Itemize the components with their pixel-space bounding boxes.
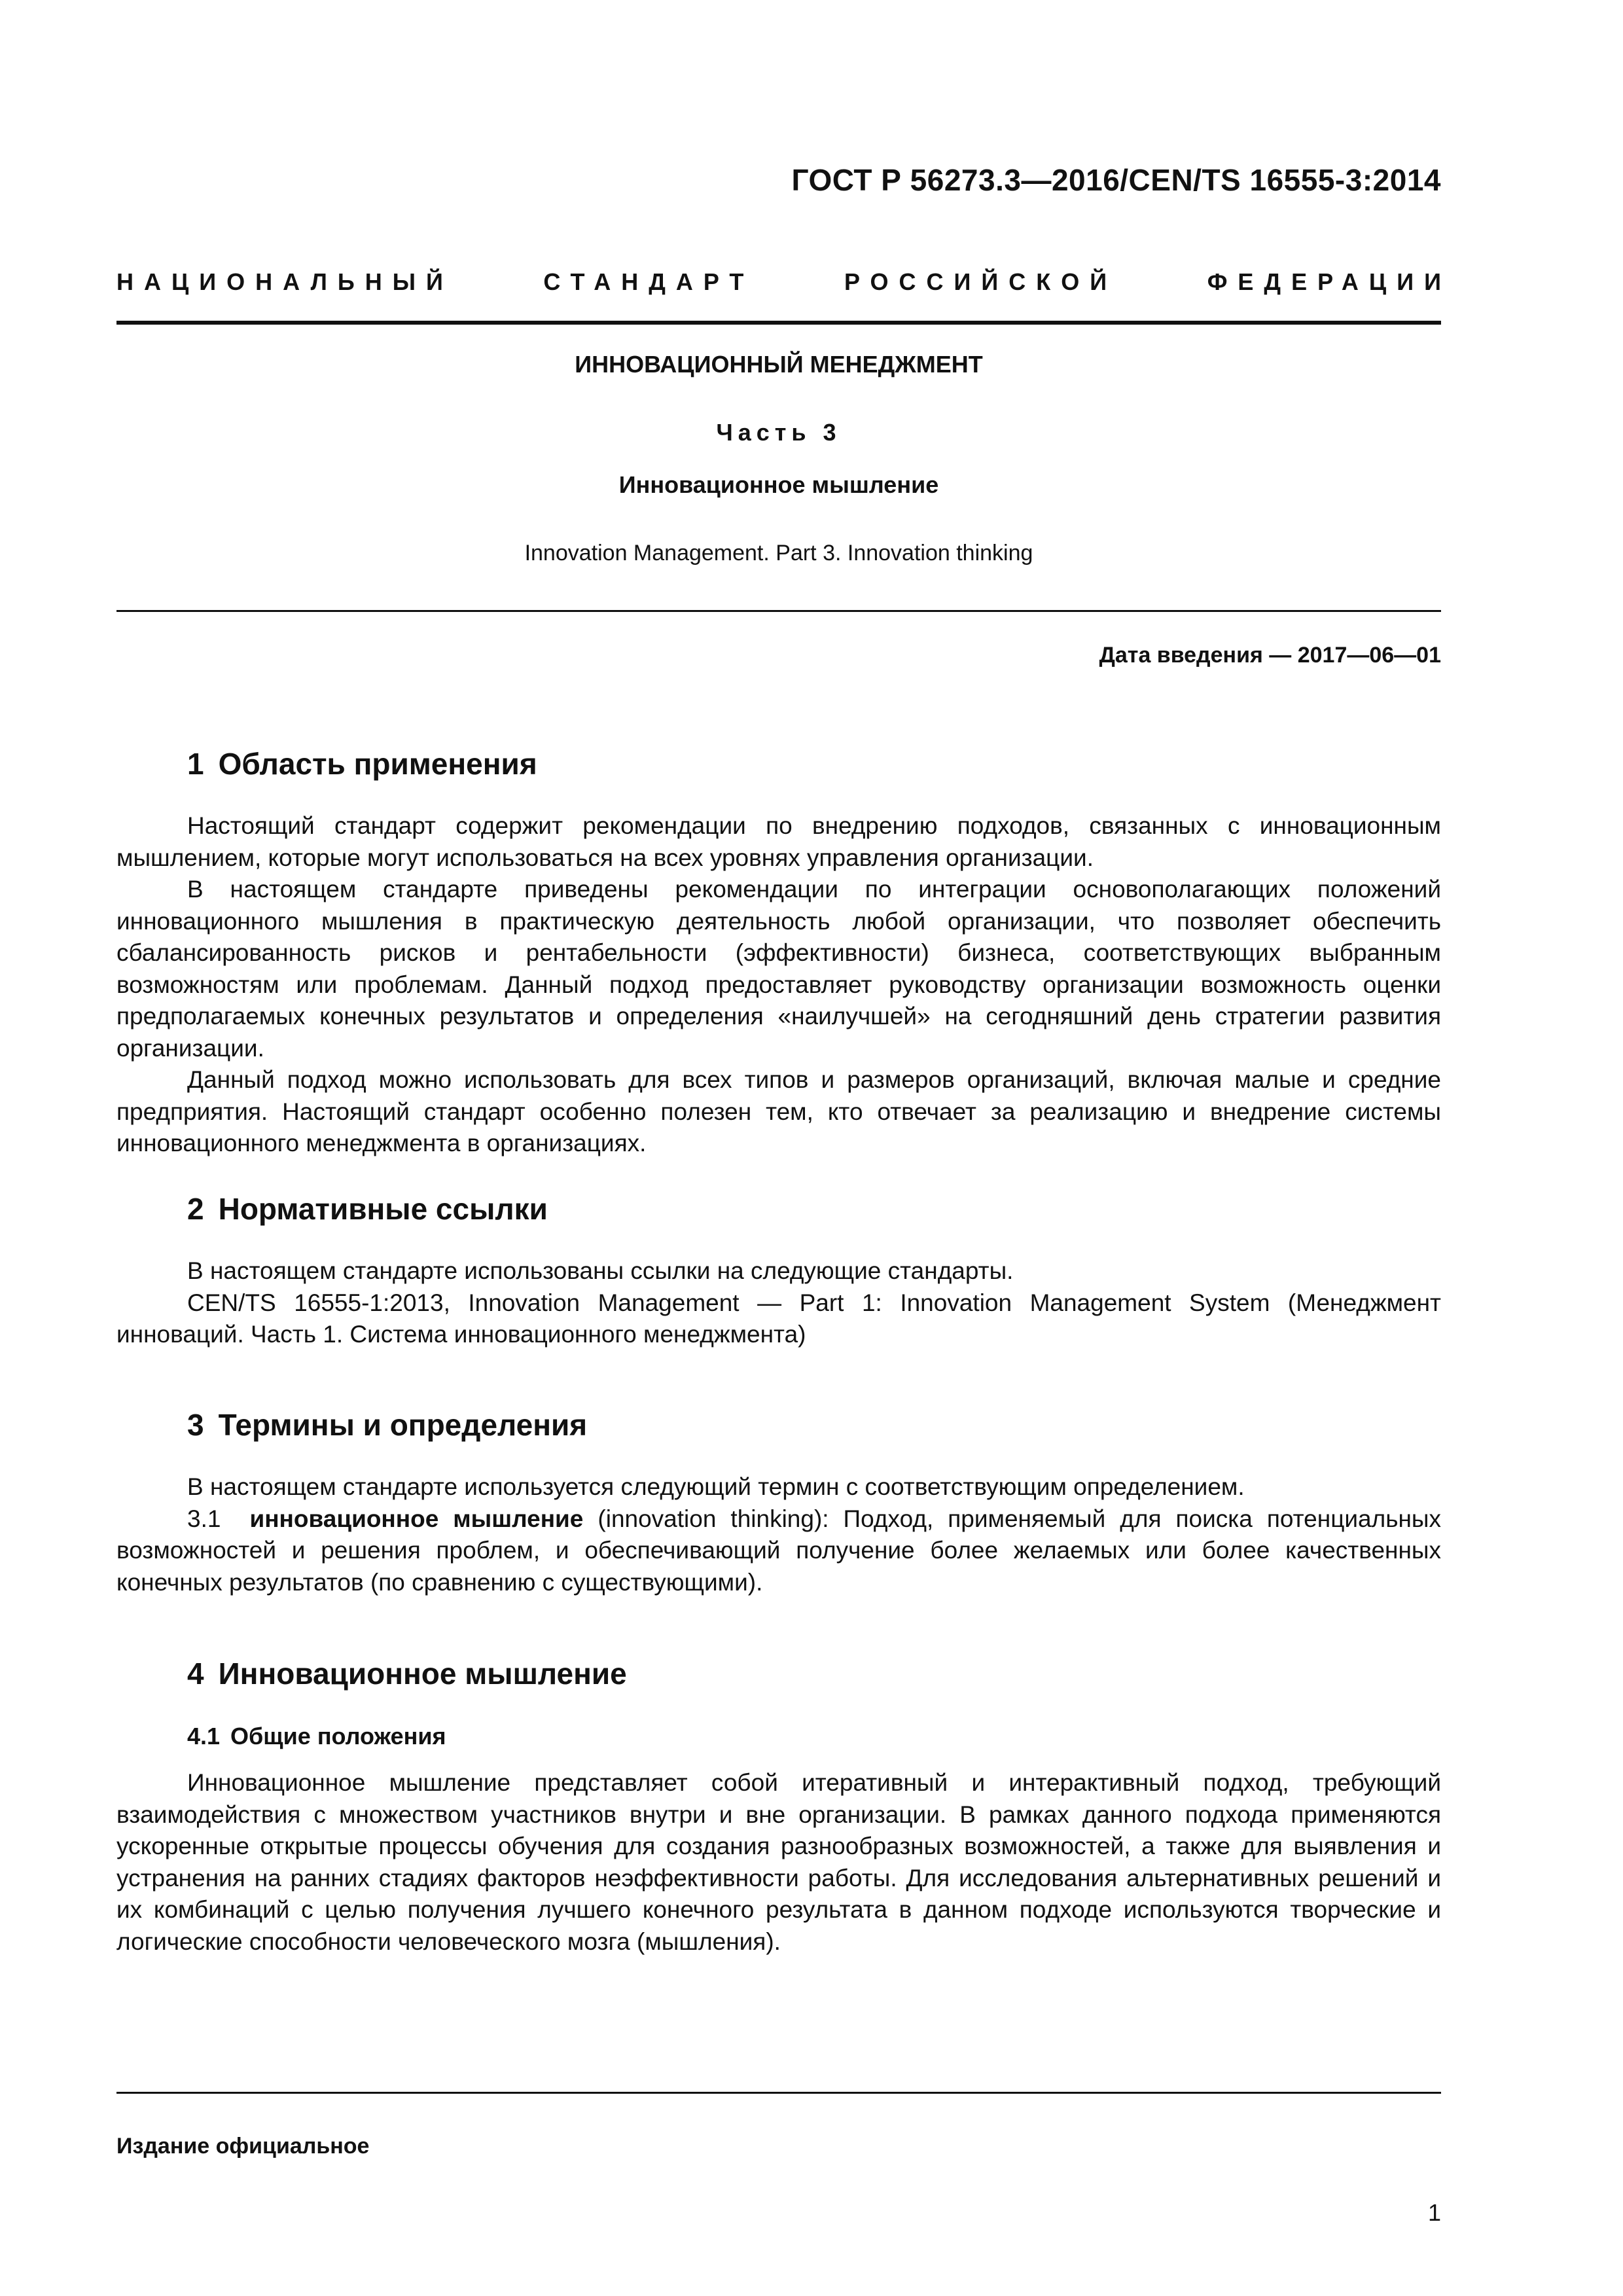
section-heading — [187, 1191, 548, 1227]
term-definition-text: (innovation thinking): Подход, применяемый для поиска потенциальных возможностей и решения проблем, и обеспечивающий получение более желаемых или более качественных конечных результатов (по сравнению с существующими). — [116, 1505, 1442, 1596]
page-number: 1 — [1427, 2199, 1441, 2226]
section-heading — [187, 746, 537, 781]
national-title-word: СТАНДАРТ — [543, 268, 755, 295]
section-number: 2 — [187, 1192, 204, 1226]
paragraph: Настоящий стандарт содержит рекомендации по внедрению подходов, связанных с инновационным мышлением, которые могут использоваться на всех уровнях управления организации. — [116, 812, 1441, 871]
paragraph: CEN/TS 16555-1:2013, Innovation Management — Part 1: Innovation Management System (Менеджмент инноваций. Часть 1. Система инновационного менеджмента) — [116, 1289, 1441, 1348]
section-body — [116, 1767, 1441, 1958]
edition-label: Издание официальное — [116, 2134, 370, 2159]
term-number: 3.1 — [187, 1505, 221, 1532]
national-title-word: ФЕДЕРАЦИИ — [1207, 268, 1452, 295]
section-heading — [187, 1656, 627, 1691]
section-title: Термины и определения — [218, 1408, 588, 1442]
main-title: ИННОВАЦИОННЫЙ МЕНЕДЖМЕНТ — [575, 351, 983, 378]
term-definition — [116, 1503, 1441, 1599]
paragraph: В настоящем стандарте приведены рекомендации по интеграции основополагающих положений инновационного мышления в практическую деятельность любой организации, что позволяет обеспечить сбалансированность рисков и рентабельности (эффективности) бизнеса, соответствующих выбранным возможностям или проблемам. Данный подход предоставляет руководству организации возможность оценки предполагаемых конечных результатов и определения «наилучшей» на сегодняшний день стратегии развития организации. — [116, 876, 1441, 1062]
document-code: ГОСТ Р 56273.3—2016/CEN/TS 16555-3:2014 — [791, 163, 1441, 197]
paragraph: Инновационное мышление представляет собой итеративный и интерактивный подход, требующий взаимодействия с множеством участников внутри и вне организации. В рамках данного подхода применяются ускоренные открытые процессы обучения для создания разнообразных возможностей, а также для выявления и устранения на ранних стадиях факторов неэффективности работы. Для исследования альтернативных решений и их комбинаций с целью получения лучшего конечного результата в данном подходе используются творческие и логические способности человеческого мозга (мышления). — [116, 1769, 1441, 1955]
term: инновационное мышление — [249, 1505, 584, 1532]
paragraph: В настоящем стандарте используется следующий термин с соответствующим определением. — [187, 1473, 1245, 1500]
section-title: Нормативные ссылки — [218, 1192, 548, 1226]
paragraph: В настоящем стандарте использованы ссылки на следующие стандарты. — [187, 1257, 1014, 1284]
section-heading — [187, 1407, 587, 1443]
section-title: Инновационное мышление — [218, 1657, 627, 1691]
section-title: Область применения — [218, 747, 537, 781]
section-number: 4 — [187, 1657, 204, 1691]
national-standard-title — [116, 268, 1452, 296]
section-body — [116, 1255, 1441, 1351]
subsection-heading — [187, 1723, 446, 1750]
introduction-date: Дата введения — 2017—06—01 — [1099, 643, 1441, 668]
header-divider — [116, 321, 1441, 325]
footer-divider — [116, 2092, 1441, 2094]
document-page — [116, 0, 1452, 2296]
subsection-number: 4.1 — [187, 1723, 221, 1749]
subsection-title: Общие положения — [230, 1723, 446, 1749]
part-title: Инновационное мышление — [618, 471, 939, 498]
section-number: 3 — [187, 1408, 204, 1442]
english-title: Innovation Management. Part 3. Innovation thinking — [524, 541, 1033, 565]
paragraph: Данный подход можно использовать для всех типов и размеров организаций, включая малые и средние предприятия. Настоящий стандарт особенно полезен тем, кто отвечает за реализацию и внедрение системы инновационного менеджмента в организациях. — [116, 1066, 1441, 1157]
section-body — [116, 810, 1441, 1160]
title-divider — [116, 610, 1441, 612]
national-title-word: РОССИЙСКОЙ — [844, 268, 1118, 295]
national-title-word: НАЦИОНАЛЬНЫЙ — [116, 268, 454, 295]
section-body — [116, 1471, 1441, 1598]
part-label: Часть 3 — [716, 419, 842, 446]
section-number: 1 — [187, 747, 204, 781]
